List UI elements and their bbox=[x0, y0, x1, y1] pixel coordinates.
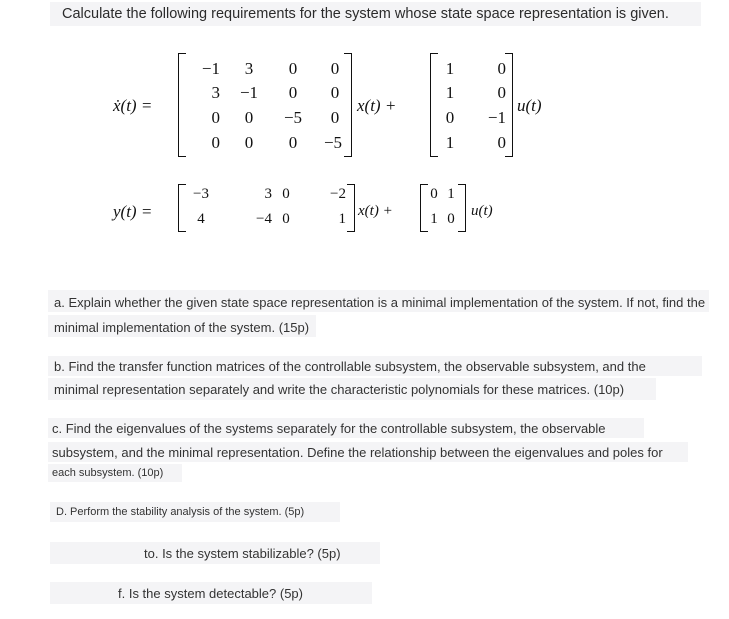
matrix-b-left-bracket bbox=[430, 53, 438, 157]
matrix-c-cell: −2 bbox=[330, 186, 346, 202]
matrix-a-cell: −5 bbox=[283, 108, 303, 127]
state-eq-x-term: x(t) + bbox=[357, 96, 397, 115]
matrix-a-cell: −1 bbox=[239, 83, 259, 102]
question-c-line-1: c. Find the eigenvalues of the systems separately for the controllable subsystem, the observable bbox=[52, 421, 606, 436]
matrix-a-cell: 0 bbox=[211, 108, 220, 127]
matrix-b-cell: −1 bbox=[487, 108, 506, 127]
matrix-a-cell: 0 bbox=[288, 59, 298, 78]
matrix-b-cell: 1 bbox=[445, 83, 455, 102]
question-f: f. Is the system detectable? (5p) bbox=[118, 586, 303, 601]
matrix-a-cell: 3 bbox=[244, 59, 254, 78]
matrix-a-cell: 0 bbox=[211, 133, 220, 152]
output-eq-u-term: u(t) bbox=[471, 203, 493, 219]
output-eq-lhs: y(t) = bbox=[113, 202, 153, 221]
matrix-a-left-bracket bbox=[178, 53, 186, 157]
question-e: to. Is the system stabilizable? (5p) bbox=[144, 546, 341, 561]
matrix-b-cell: 0 bbox=[497, 83, 506, 102]
matrix-a-cell: 0 bbox=[244, 108, 254, 127]
matrix-b-cell: 1 bbox=[445, 59, 455, 78]
matrix-c-right-bracket bbox=[347, 184, 355, 232]
state-eq-lhs: ẋ(t) = bbox=[113, 96, 153, 115]
matrix-b-right-bracket bbox=[505, 53, 513, 157]
matrix-c-cell: 1 bbox=[338, 211, 346, 227]
output-eq-x-term: x(t) + bbox=[358, 203, 393, 219]
matrix-a-cell: 0 bbox=[330, 108, 340, 127]
matrix-d-right-bracket bbox=[458, 184, 466, 232]
matrix-b-cell: 1 bbox=[445, 133, 455, 152]
matrix-d-cell: 1 bbox=[447, 186, 455, 202]
matrix-a-cell: −1 bbox=[201, 59, 220, 78]
matrix-c-cell: 3 bbox=[264, 186, 272, 202]
matrix-a-cell: 0 bbox=[244, 133, 254, 152]
matrix-d-cell: 0 bbox=[430, 186, 438, 202]
question-a-line-2: minimal implementation of the system. (15p) bbox=[54, 320, 310, 335]
state-eq-u-term: u(t) bbox=[517, 96, 542, 115]
matrix-a-cell: 0 bbox=[288, 83, 298, 102]
question-c-line-2: subsystem, and the minimal representation. Define the relationship between the eigenvalues and poles for bbox=[52, 445, 663, 460]
matrix-c-cell: 0 bbox=[282, 211, 290, 227]
matrix-d-cell: 1 bbox=[430, 211, 438, 227]
question-a-line-1: a. Explain whether the given state space representation is a minimal implementation of the system. If not, find the bbox=[54, 295, 706, 310]
matrix-a-cell: 0 bbox=[330, 83, 340, 102]
matrix-c-cell: 4 bbox=[197, 211, 205, 227]
matrix-c-cell: −4 bbox=[256, 211, 272, 227]
question-d: D. Perform the stability analysis of the system. (5p) bbox=[56, 506, 305, 518]
matrix-c-cell: −3 bbox=[193, 186, 209, 202]
question-b-line-2: minimal representation separately and write the characteristic polynomials for these matrices. (10p) bbox=[54, 382, 625, 397]
problem-title: Calculate the following requirements for the system whose state space representation is given. bbox=[62, 6, 669, 22]
matrix-c-cell: 0 bbox=[282, 186, 290, 202]
matrix-a-cell: 0 bbox=[288, 133, 298, 152]
matrix-b-cell: 0 bbox=[497, 59, 506, 78]
matrix-a-cell: 0 bbox=[330, 59, 340, 78]
matrix-a-cell: −5 bbox=[323, 133, 343, 152]
matrix-a-cell: 3 bbox=[211, 83, 220, 102]
matrix-b-cell: 0 bbox=[445, 108, 455, 127]
matrix-b-cell: 0 bbox=[497, 133, 506, 152]
question-c-line-3: each subsystem. (10p) bbox=[52, 467, 164, 479]
matrix-c-left-bracket bbox=[178, 184, 186, 232]
question-b-line-1: b. Find the transfer function matrices of the controllable subsystem, the observable subsystem, and the bbox=[54, 359, 646, 374]
matrix-d-cell: 0 bbox=[447, 211, 455, 227]
